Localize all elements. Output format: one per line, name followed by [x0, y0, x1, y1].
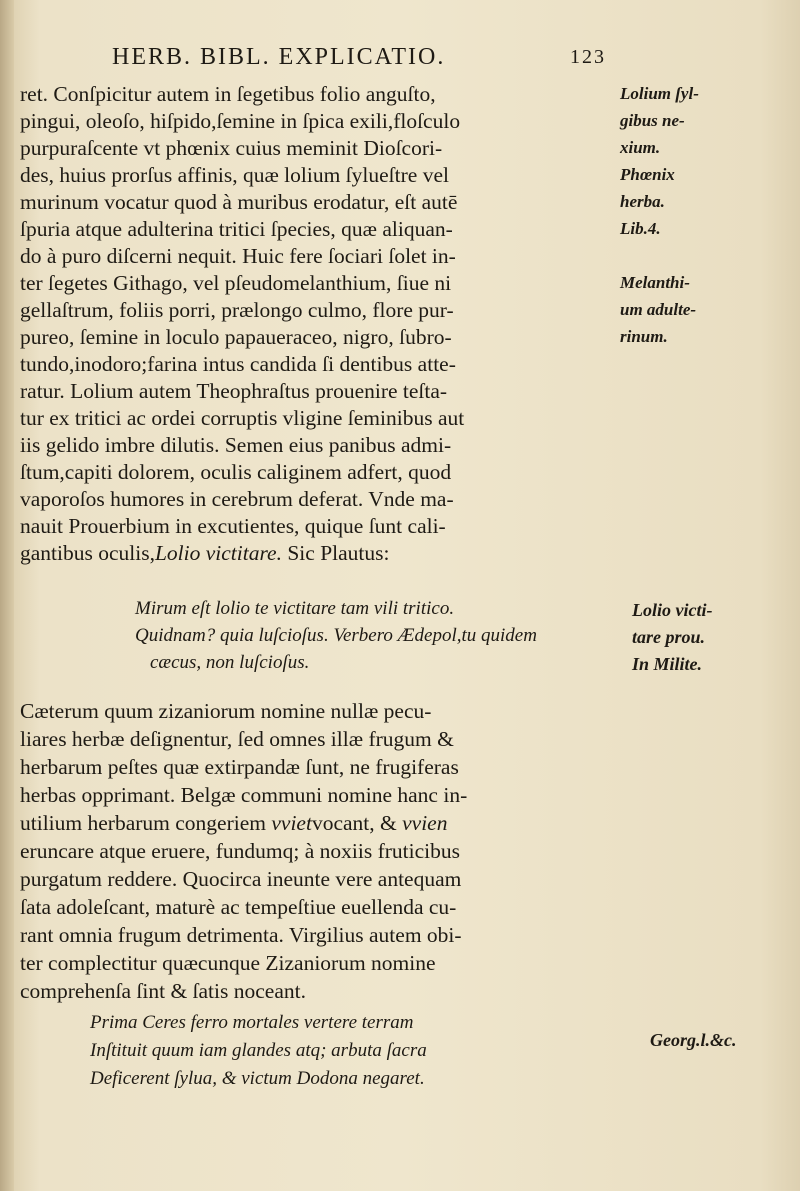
text-run: vocant, & — [311, 811, 397, 835]
text-line: ſtum,capiti dolorem, oculis caliginem adfert, quod — [20, 460, 452, 484]
text-line: purgatum reddere. Quocirca ineunte vere antequam — [20, 867, 462, 891]
text-line: herbarum peſtes quæ extirpandæ ſunt, ne frugiferas — [20, 755, 459, 779]
text-line: vaporoſos humores in cerebrum deferat. Vnde ma- — [20, 487, 454, 511]
text-line — [20, 809, 447, 837]
text-line: ratur. Lolium autem Theophraſtus prouenire teſta- — [20, 379, 448, 403]
text-line: pingui, oleoſo, hiſpido,ſemine in ſpica exili,floſculo — [20, 109, 461, 133]
text-line: eruncare atque eruere, fundumq; à noxiis fruticibus — [20, 839, 460, 863]
text-line: ſata adoleſcant, maturè ac tempeſtiue euellenda cu- — [20, 895, 457, 919]
text-run: Sic Plautus: — [287, 541, 390, 565]
margin-note: herba. — [620, 192, 665, 211]
verse-line: Inſtituit quum iam glandes atq; arbuta ſacra — [90, 1040, 427, 1061]
margin-note: In Milite. — [632, 654, 703, 674]
margin-note: Phœnix — [620, 165, 675, 184]
text-line: Cæterum quum zizaniorum nomine nullæ pecu- — [20, 699, 432, 723]
text-line — [20, 539, 389, 567]
margin-note: Lib.4. — [620, 219, 661, 238]
text-line: ret. Conſpicitur autem in ſegetibus folio anguſto, — [20, 82, 436, 106]
margin-note: um adulte- — [620, 300, 697, 319]
verse-line: Quidnam? quia luſcioſus. Verbero Ædepol,tu quidem — [135, 625, 537, 646]
text-line: comprehenſa ſint & ſatis noceant. — [20, 979, 306, 1003]
text-line: liares herbæ deſignentur, ſed omnes illæ frugum & — [20, 727, 454, 751]
margin-note: rinum. — [620, 327, 668, 346]
margin-note: Melanthi- — [620, 273, 690, 292]
text-line: des, huius prorſus affinis, quæ lolium ſylueſtre vel — [20, 163, 449, 187]
margin-note: Lolium ſyl- — [620, 84, 699, 103]
text-line: tundo,inodoro;farina intus candida ſi dentibus atte- — [20, 352, 456, 376]
page-number: 123 — [570, 46, 606, 68]
text-line: tur ex tritici ac ordei corruptis vligine ſeminibus aut — [20, 406, 465, 430]
text-line: ſpuria atque adulterina tritici ſpecies, quæ aliquan- — [20, 217, 453, 241]
page-gutter — [0, 0, 14, 1191]
text-line: gellaſtrum, foliis porri, prælongo culmo, flore pur- — [20, 298, 454, 322]
text-line: murinum vocatur quod à muribus erodatur, eſt autē — [20, 190, 458, 214]
text-line: rant omnia frugum detrimenta. Virgilius autem obi- — [20, 923, 462, 947]
verse-line: cæcus, non luſcioſus. — [150, 652, 310, 673]
text-line: nauit Prouerbium in excutientes, quique ſunt cali- — [20, 514, 446, 538]
margin-note: gibus ne- — [620, 111, 685, 130]
margin-note: xium. — [620, 138, 661, 157]
verse-line: Prima Ceres ferro mortales vertere terram — [90, 1012, 414, 1033]
margin-note: Lolio victi- — [632, 600, 713, 620]
text-run: gantibus oculis, — [20, 541, 155, 565]
text-line: ter ſegetes Githago, vel pſeudomelanthium, ſiue ni — [20, 271, 452, 295]
text-line: iis gelido imbre dilutis. Semen eius panibus admi- — [20, 433, 452, 457]
text-line: do à puro diſcerni nequit. Huic fere ſociari ſolet in- — [20, 244, 456, 268]
margin-note: Georg.l.&c. — [650, 1030, 737, 1050]
text-line: purpuraſcente vt phœnix cuius meminit Dioſcori- — [20, 136, 443, 160]
italic-term: vviet — [271, 811, 312, 835]
italic-term: vvien — [402, 811, 448, 835]
text-line: pureo, ſemine in loculo papaueraceo, nigro, ſubro- — [20, 325, 452, 349]
header-title: HERB. BIBL. EXPLICATIO. — [112, 44, 446, 70]
running-header — [112, 44, 612, 78]
margin-note: tare prou. — [632, 627, 706, 647]
verse-line: Mirum eſt lolio te victitare tam vili tritico. — [135, 598, 455, 619]
text-run: utilium herbarum congeriem — [20, 811, 266, 835]
verse-line: Deficerent ſylua, & victum Dodona negaret. — [90, 1068, 425, 1089]
text-line: ter complectitur quæcunque Zizaniorum nomine — [20, 951, 436, 975]
text-line: herbas opprimant. Belgæ communi nomine hanc in- — [20, 783, 468, 807]
italic-proverb: Lolio victitare. — [154, 541, 282, 565]
